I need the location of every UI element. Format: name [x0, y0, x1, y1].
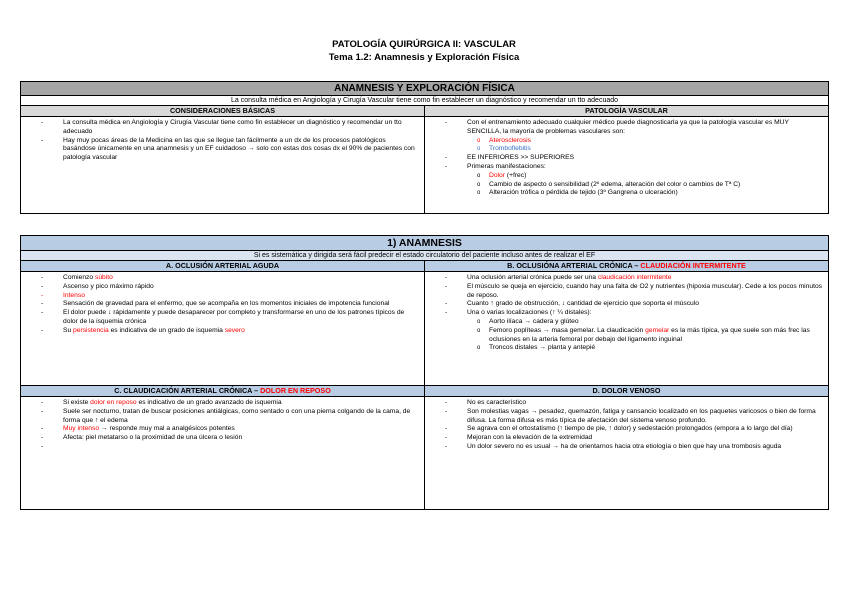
document-subtitle: Tema 1.2: Anamnesis y Exploración Física	[328, 52, 520, 63]
oclusion-cronica-cell	[425, 272, 829, 386]
list-item: - Con el entrenamiento adecuado cualquier médico puede diagnosticarla ya que la patología vascular es MUY SENCILLA, la mayoría de problemas vasculares son:	[425, 119, 828, 137]
col-header-patologia: PATOLOGÍA VASCULAR	[425, 106, 829, 117]
table-anamnesis-exploracion	[20, 81, 829, 214]
section1-title: ANAMNESIS Y EXPLORACIÓN FÍSICA	[21, 82, 829, 96]
patologia-list	[425, 119, 828, 198]
document-title: PATOLOGÍA QUIRÚRGICA II: VASCULAR	[332, 39, 516, 50]
list-item: - Afecta: piel metatarso o la proximidad de una úlcera o lesión	[21, 434, 424, 443]
dolor-venoso-cell	[425, 397, 829, 510]
highlight-text: Muy intenso	[63, 425, 100, 433]
header-highlight: CLAUDIACIÓN INTERMITENTE	[640, 261, 746, 270]
section2-title: 1) ANAMNESIS	[21, 236, 829, 251]
list-item: - Primeras manifestaciones:	[425, 163, 828, 172]
list-item: - Cuanto ↑ grado de obstrucción, ↓ cantidad de ejercicio que soporta el músculo	[425, 300, 828, 309]
list-item: - Un dolor severo no es usual → ha de orientarnos hacia otra etiología o bien que hay una trombosis aguda	[425, 443, 828, 452]
text: es indicativo de un grado avanzado de isquemia	[136, 399, 282, 406]
list-item: - Mejoran con la elevación de la extremidad	[425, 434, 828, 443]
sub-list-wrap	[425, 172, 828, 198]
list-item: - Una o varias localizaciones (↑ ¼ distales):	[425, 309, 828, 318]
col-header-consideraciones: CONSIDERACIONES BÁSICAS	[21, 106, 425, 117]
list-item: o Aterosclerosis	[425, 137, 828, 146]
text: es indicativa de un grado de isquemia	[108, 326, 225, 334]
list-item: - Intenso	[21, 292, 424, 301]
col-header-oclusion-aguda: A. OCLUSIÓN ARTERIAL AGUDA	[21, 261, 425, 272]
highlight-text: claudicación intermitente	[597, 274, 672, 281]
list-item	[21, 399, 424, 408]
list-item: o Aorto ilíaca → cadera y glúteo	[425, 318, 828, 327]
list-item: - Se agrava con el ortostatismo (↑ tiempo de pie, ↑ dolor) y sedestación prolongados (empora a lo largo del día)	[425, 425, 828, 434]
consideraciones-list	[21, 119, 424, 163]
list-item	[21, 425, 424, 434]
text: (+frec)	[504, 171, 527, 179]
list-item	[425, 327, 828, 345]
list-item	[425, 274, 828, 283]
text: Su	[63, 326, 74, 334]
header-highlight: DOLOR EN REPOSO	[260, 386, 331, 395]
highlight-text: Dolor	[489, 171, 505, 179]
text: Femoro poplíteas → masa gemelar. La claudicación	[489, 326, 646, 334]
list-item: - Suele ser nocturno, tratan de buscar posiciones antiálgicas, como sentado o con una pierna colgando de la cama, de forma que ↑ el edema	[21, 408, 424, 426]
list-item	[21, 327, 424, 336]
oclusion-aguda-cell	[21, 272, 425, 386]
list-item: - Hay muy pocas áreas de la Medicina en las que se llegue tan fácilmente a un dx de los procesos patológicos basándose únicamente en una anamnesis y un EF cuidadoso → solo con estas dos cosas dx el 90% de pacientes con patología vascular	[21, 137, 424, 163]
highlight-text: severo	[224, 326, 245, 334]
sub-list	[425, 137, 828, 155]
highlight-text: dolor en reposo	[90, 399, 137, 406]
col-header-dolor-venoso: D. DOLOR VENOSO	[425, 386, 829, 397]
section1-subtitle: La consulta médica en Angiología y Cirugía Vascular tiene como fin establecer un diagnóstico y recomendar un tto adecuado	[21, 96, 829, 106]
list-item	[21, 274, 424, 283]
list-item: - El dolor puede ↓ rápidamente y puede desaparecer por completo y transformarse en uno de los patrones típicos de dolor de la isquemia crónica	[21, 309, 424, 327]
sub-list-wrap	[425, 318, 828, 353]
list-item: - La consulta médica en Angiología y Cirugía Vascular tiene como fin establecer un diagnóstico y recomendar un tto adecuado	[21, 119, 424, 137]
table-anamnesis	[20, 235, 829, 510]
list-item	[425, 172, 828, 181]
section2-subtitle: Si es sistemática y dirigida será fácil predecir el estado circulatorio del paciente incluso antes de realizar el EF	[21, 251, 829, 261]
header-text: B. OCLUSIÓNA ARTERIAL CRÓNICA –	[507, 261, 641, 270]
text: Si existe	[63, 399, 91, 406]
sub-list	[425, 318, 828, 353]
list-item: - EE INFERIORES >> SUPERIORES	[425, 154, 828, 163]
highlight-text: súbito	[94, 274, 113, 281]
oclusion-cronica-list	[425, 274, 828, 353]
list-item: - No es característico	[425, 399, 828, 408]
list-item: o Cambio de aspecto o sensibilidad (2º edema, alteración del color o cambios de Tª C)	[425, 181, 828, 190]
text: es la más típica, ya que suele son más frec las oclusiones en la arteria femoral por debajo del ligamento inguinal	[489, 326, 810, 343]
oclusion-aguda-list	[21, 274, 424, 336]
header-text: C. CLAUDICACIÓN ARTERIAL CRÓNICA –	[114, 386, 261, 395]
list-item: - El músculo se queja en ejercicio, cuando hay una falta de O2 y nutrientes (hipoxia muscular). Cede a los pocos minutos de reposo.	[425, 283, 828, 301]
list-item: - Son molestias vagas → pesadez, quemazón, fatiga y cansancio localizado en los paquetes varicosos o bien de forma difusa. La forma difusa es más típica de afectación del sistema venoso profundo.	[425, 408, 828, 426]
col-header-oclusion-cronica	[425, 261, 829, 272]
claudicacion-reposo-cell	[21, 397, 425, 510]
list-item: o Tromboflebitis	[425, 145, 828, 154]
list-item: o Troncos distales → planta y antepié	[425, 344, 828, 353]
claudicacion-reposo-list	[21, 399, 424, 443]
highlight-text: persistencia	[73, 326, 109, 334]
sub-list	[425, 172, 828, 198]
col-header-claudicacion-reposo	[21, 386, 425, 397]
patologia-cell	[425, 117, 829, 214]
consideraciones-cell	[21, 117, 425, 214]
dolor-venoso-list	[425, 399, 828, 452]
text: Una oclusión arterial crónica puede ser una	[467, 274, 598, 281]
highlight-text: gemelar	[645, 326, 670, 334]
text: → responde muy mal a analgésicos potentes	[99, 425, 235, 433]
list-item: - Ascenso y pico máximo rápido	[21, 283, 424, 292]
list-item: o Alteración trófica o pérdida de tejido (3º Gangrena o ulceración)	[425, 189, 828, 198]
text: Comienzo	[63, 274, 95, 281]
list-item: - Sensación de gravedad para el enfermo, que se acompaña en los momentos iniciales de impotencia funcional	[21, 300, 424, 309]
sub-list-wrap	[425, 137, 828, 155]
